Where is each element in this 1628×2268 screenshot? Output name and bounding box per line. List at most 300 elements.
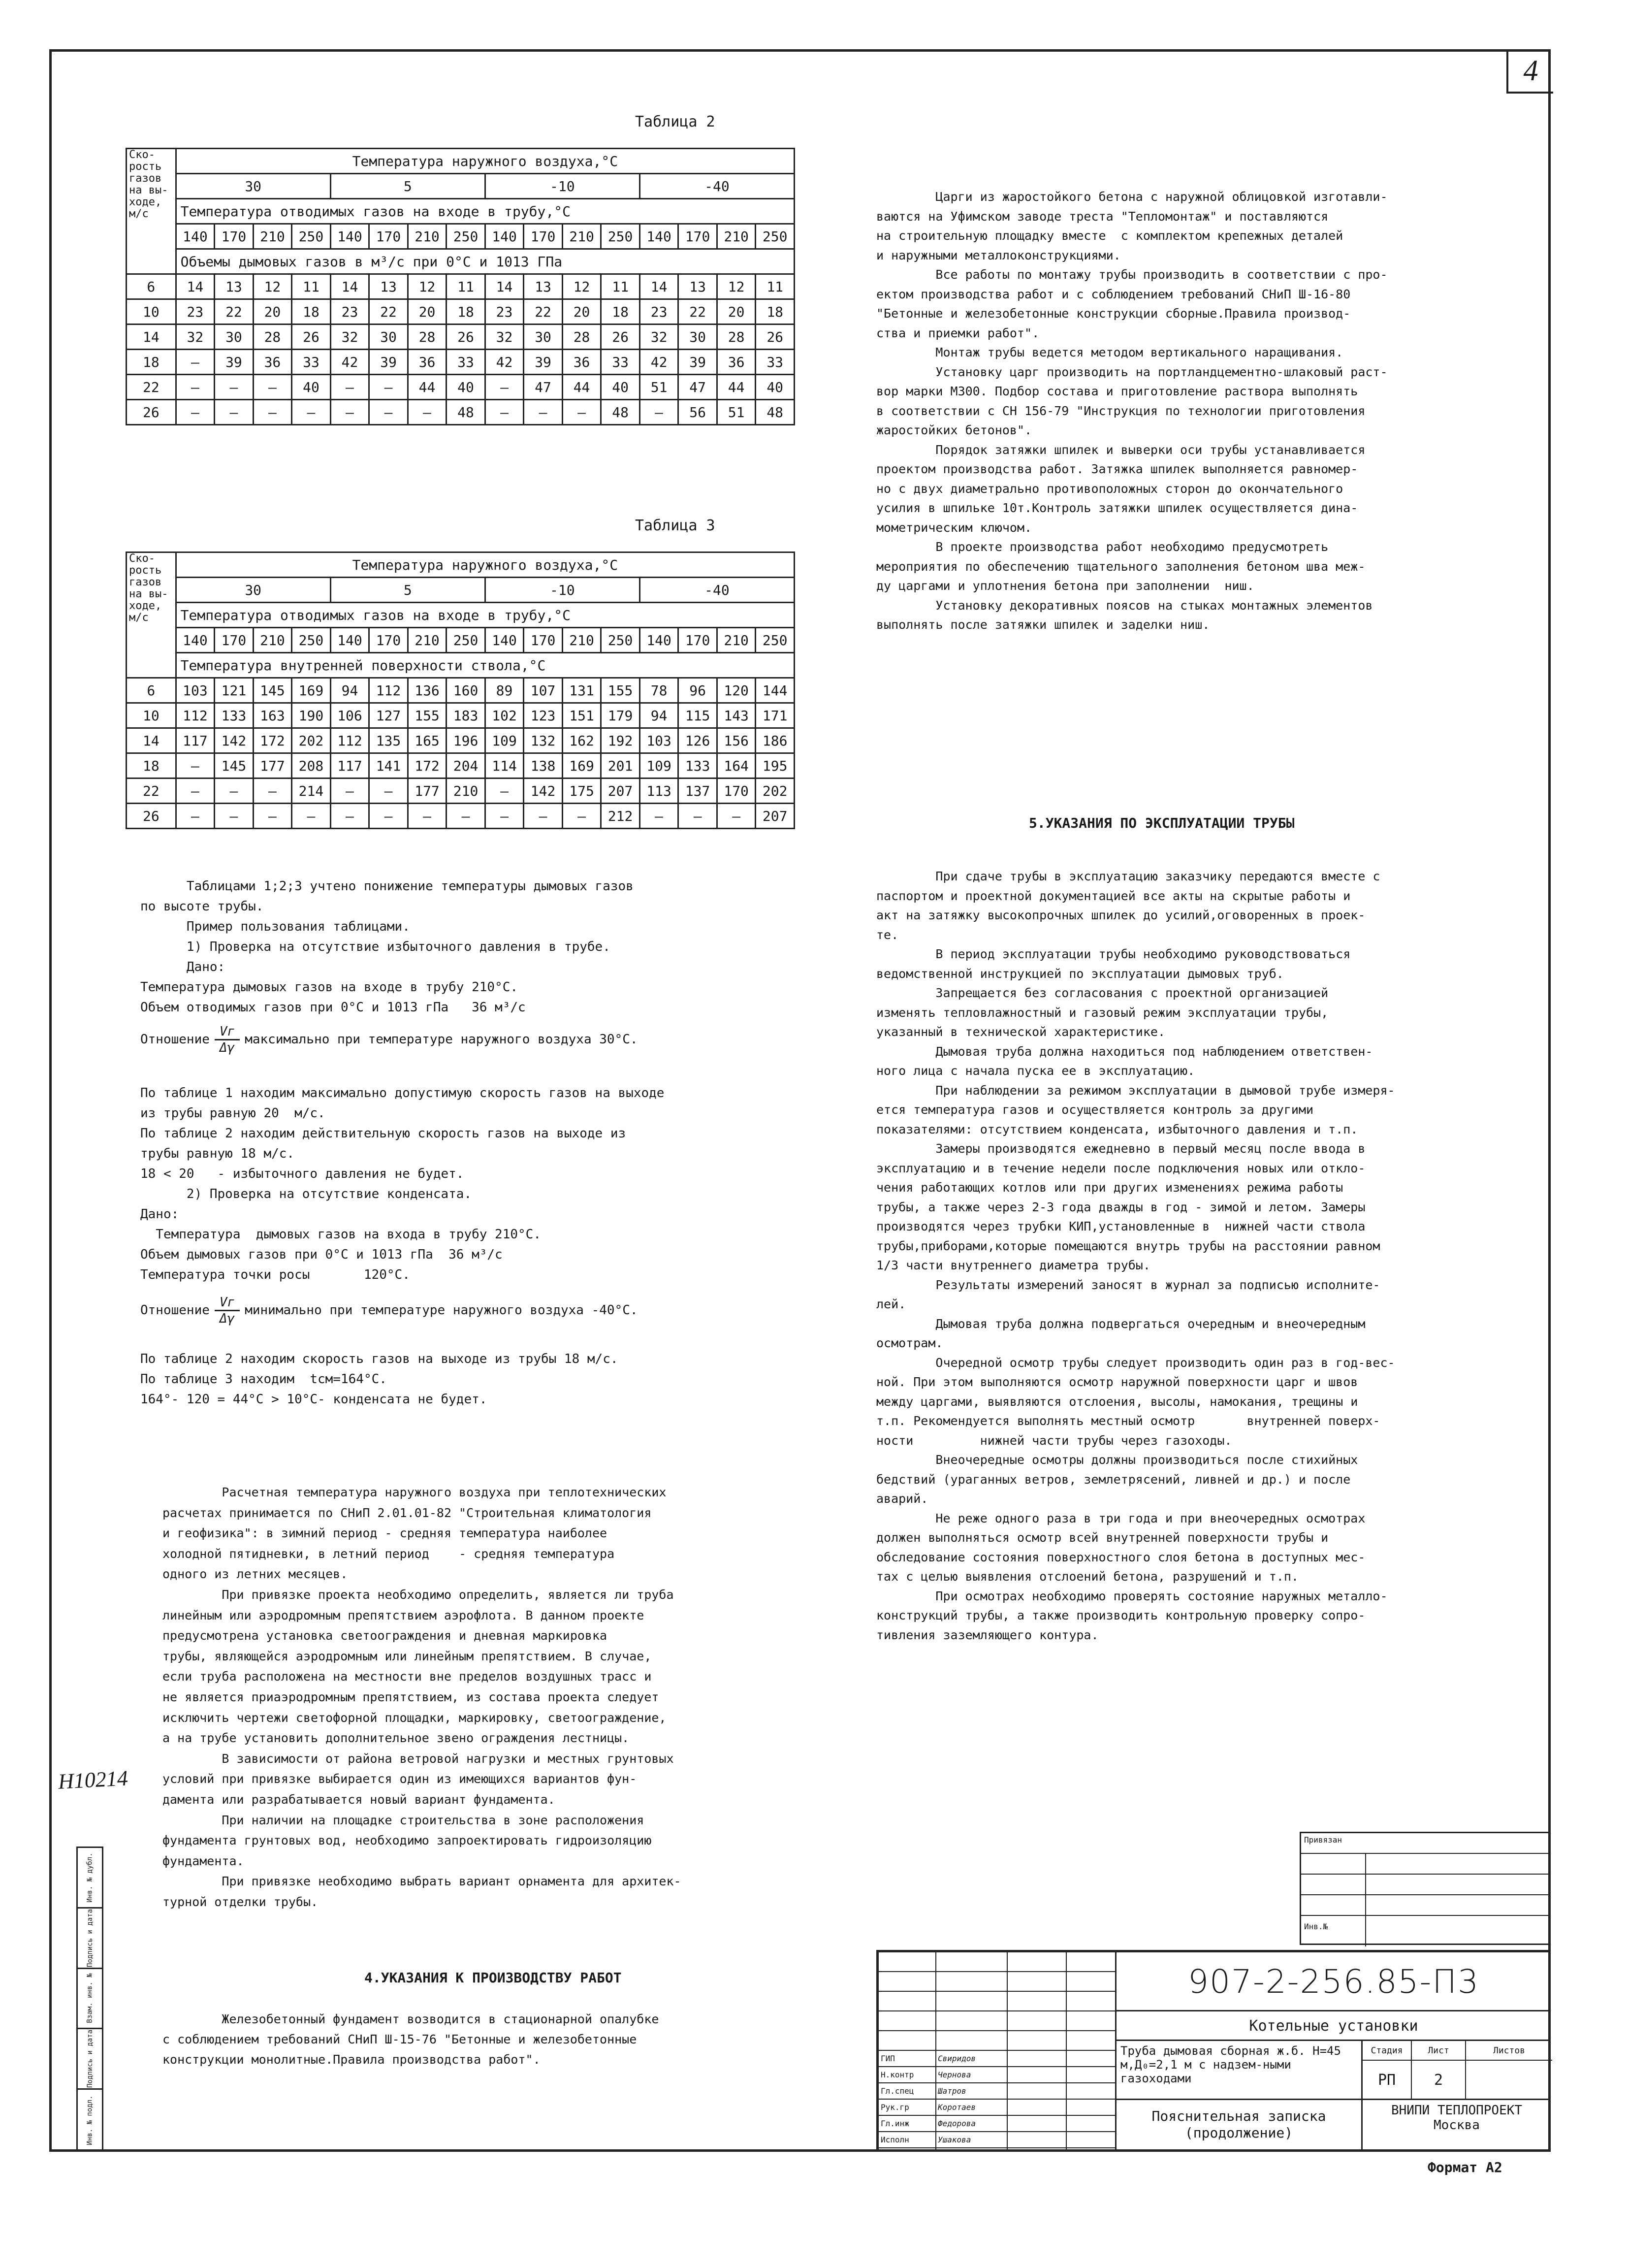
table-cell: 30 [678,324,717,350]
text-line: По таблице 3 находим tсм=164°С. [140,1372,387,1387]
table-cell: — [447,804,485,829]
table-cell: 56 [678,400,717,425]
speed-cell: 6 [127,678,176,703]
gas-temp: 140 [330,628,369,653]
table-cell: 32 [176,324,215,350]
table-header-row [127,653,795,678]
stamp-row: Инв.№ [1304,1922,1328,1931]
text-line: Запрещается без согласования с проектной организацией [876,986,1329,1000]
table-cell: 183 [447,703,485,728]
table-cell: 142 [524,778,563,804]
signature-row [879,2100,1115,2116]
title-block [876,1950,1551,2152]
values-header: Объемы дымовых газов в м³/с при 0°С и 1013 ГПа [176,249,794,274]
outdoor-temp: 5 [330,174,485,199]
text-line: Таблицами 1;2;3 учтено понижение температуры дымовых газов [140,879,634,894]
ratio-fraction: $\frac{Vг}{\Delta\gamma}$ [215,1024,240,1055]
text-line: по высоте трубы. [140,899,264,914]
table-cell: 164 [717,753,756,778]
table-cell: 156 [717,728,756,753]
table-cell: 30 [369,324,408,350]
table-cell: — [215,804,254,829]
text-line: "Бетонные и железобетонные конструкции сборные.Правила производ- [876,306,1351,321]
side-cell: Подпись и дата [78,2029,102,2090]
table-cell: 33 [447,350,485,375]
text-line: и геофизика": в зимний период - средняя температура наиболее [162,1526,607,1541]
text-line: 164°- 120 = 44°С > 10°С- конденсата не будет. [140,1392,487,1407]
text-line: По таблице 1 находим максимально допустимую скорость газов на выходе [140,1086,665,1101]
table-cell: 32 [639,324,678,350]
text-line: обследование состояния поверхностного слоя бетона в доступных мес- [876,1550,1366,1564]
table-cell: 175 [562,778,601,804]
text-line: изменять тепловлажностный и газовый режим эксплуатации трубы, [876,1005,1329,1020]
sheet-value: 2 [1412,2061,1466,2100]
speed-cell: 22 [127,375,176,400]
table-cell: 137 [678,778,717,804]
grid-col-line [935,1952,936,2149]
speed-cell: 10 [127,299,176,324]
table-cell: 195 [756,753,795,778]
table-cell: — [215,400,254,425]
table-cell: — [485,375,524,400]
table-cell: — [485,804,524,829]
section4-title: 4.УКАЗАНИЯ К ПРОИЗВОДСТВУ РАБОТ [364,1970,622,1986]
table-cell: 11 [601,274,640,299]
text-line: мометрическим ключом. [876,520,1032,535]
table-cell: 13 [215,274,254,299]
gas-temp: 170 [678,628,717,653]
table-cell: 28 [253,324,292,350]
text-line: Результаты измерений заносят в журнал за подписью исполните- [876,1277,1380,1292]
text-line: По таблице 2 находим скорость газов на выходе из трубы 18 м/с. [140,1352,618,1366]
text-line: вор марки М300. Подбор состава и приготовление раствора выполнять [876,384,1358,398]
text-line: Дано: [140,1207,179,1222]
text-line: проектом производства работ. Затяжка шпилек выполняется равномер- [876,462,1358,476]
speed-cell: 10 [127,703,176,728]
text-line: Дано: [140,960,225,974]
table-cell: — [369,375,408,400]
table-cell: — [176,753,215,778]
text-line: т.п. Рекомендуется выполнять местный осмотр внутренней поверх- [876,1414,1380,1428]
text-line: акт на затяжку высокопрочных шпилек до усилий,оговоренных в проек- [876,908,1366,922]
text-line: Монтаж трубы ведется методом вертикального наращивания. [876,345,1343,359]
table-cell: 127 [369,703,408,728]
text-line: между царгами, выявляются отслоения, высолы, намокания, трещины и [876,1394,1358,1409]
table-cell: — [253,804,292,829]
role-label: Гл.спец [881,2086,914,2096]
table-cell: 40 [756,375,795,400]
text-line: аварий. [876,1491,928,1506]
table-cell: 51 [717,400,756,425]
document-code: 907-2-256.85-П3 [1115,1952,1551,2011]
text-line: и наружными металлоконструкциями. [876,248,1121,262]
side-cell: Инв. № дубл. [78,1848,102,1909]
table-cell: — [176,778,215,804]
object-name: Труба дымовая сборная ж.б. Н=45 м,Д₀=2,1 м с надзем-ными газоходами [1115,2041,1361,2100]
table-cell: 42 [485,350,524,375]
text-line: В проекте производства работ необходимо предусмотреть [876,540,1329,554]
binding-stamp [1300,1832,1551,1945]
table-cell: 33 [292,350,331,375]
table-cell: 47 [678,375,717,400]
table-row [127,350,795,375]
text-line: Установку царг производить на портландцементно-шлаковый раст- [876,364,1388,379]
table-cell: 172 [408,753,447,778]
text-line: Не реже одного раза в три года и при внеочередных осмотрах [876,1511,1366,1525]
text-line: 2) Проверка на отсутствие конденсата. [140,1187,472,1201]
text-line: ной. При этом выполняются осмотр наружной поверхности царг и швов [876,1375,1358,1389]
gas-temp-header: Температура отводимых газов на входе в трубу,°С [176,603,794,628]
text-line: При наблюдении за режимом эксплуатации в дымовой трубе измеря- [876,1083,1395,1098]
table-cell: — [408,804,447,829]
table-cell: 40 [292,375,331,400]
table-row [127,299,795,324]
table-cell: — [176,350,215,375]
text-line: указанный в технической характеристике. [876,1025,1165,1039]
table-cell: — [292,400,331,425]
person-name: Шатров [938,2086,966,2096]
sheet-format: Формат А2 [1428,2159,1502,2175]
table3-title: Таблица 3 [635,517,715,534]
table-cell: 214 [292,778,331,804]
ratio-line-2: Отношение $\frac{Vг}{\Delta\gamma}$ минимально при температуре наружного воздуха -40°С. [140,1295,638,1326]
signature-row [879,2083,1115,2100]
table-row [127,400,795,425]
table-cell: 103 [639,728,678,753]
table-row [127,324,795,350]
gas-temp: 210 [562,224,601,249]
text-line: трубы, являющейся аэродромным или линейным препятствием. В случае, [162,1649,652,1663]
text-line: с соблюдением требований СНиП Ш-15-76 "Бетонные и железобетонные [162,2032,637,2046]
text-line: линейным или аэродромным препятствием аэрофлота. В данном проекте [162,1608,644,1622]
table-cell: — [253,778,292,804]
outdoor-temp: 30 [176,174,330,199]
speed-cell: 26 [127,804,176,829]
table-cell: 202 [292,728,331,753]
text-line: показателями: отсутствием конденсата, избыточного давления и т.п. [876,1122,1358,1136]
text-line: конструкций трубы, а также производить контрольную проверку сопро- [876,1608,1366,1622]
text-line: ности нижней части трубы через газоходы. [876,1433,1232,1448]
table-cell: 22 [215,299,254,324]
text-line: По таблице 2 находим действительную скорость газов на выходе из [140,1126,626,1141]
table-cell: — [369,804,408,829]
table-cell: 26 [601,324,640,350]
table-cell: 210 [447,778,485,804]
gas-temp: 210 [562,628,601,653]
gas-temp: 140 [485,224,524,249]
table-cell: 177 [253,753,292,778]
text-line: должен выполняться осмотр всей внутренней поверхности трубы и [876,1530,1329,1545]
table-cell: 44 [408,375,447,400]
table-cell: 96 [678,678,717,703]
table-cell: — [253,375,292,400]
gas-temp: 140 [176,628,215,653]
gas-temp-header: Температура отводимых газов на входе в трубу,°С [176,199,794,224]
text-line: жаростойких бетонов". [876,423,1032,437]
outdoor-temp: 30 [176,578,330,603]
table-cell: 30 [215,324,254,350]
text-line: Замеры производятся ежедневно в первый месяц после ввода в [876,1141,1366,1156]
role-label: Гл.инж [881,2119,909,2128]
table-cell: 107 [524,678,563,703]
example-block-1 [140,876,634,1018]
text-line: предусмотрена установка светоограждения и дневная маркировка [162,1628,607,1643]
table-cell: 23 [176,299,215,324]
table-cell: 42 [330,350,369,375]
table-cell: 155 [601,678,640,703]
table-row [127,678,795,703]
table-cell: 33 [756,350,795,375]
speed-cell: 18 [127,350,176,375]
table-cell: 143 [717,703,756,728]
text-line: фундамента. [162,1853,244,1868]
table-cell: 133 [215,703,254,728]
table-cell: 13 [369,274,408,299]
outdoor-temp: 5 [330,578,485,603]
text-line: ного лица с начала пуска ее в эксплуатацию. [876,1064,1195,1078]
table-cell: 22 [524,299,563,324]
gas-temp: 170 [215,224,254,249]
ratio-fraction: $\frac{Vг}{\Delta\gamma}$ [215,1295,240,1326]
side-stamp [76,1847,103,2152]
text-line: трубы, а также через 2-3 года дважды в год - зимой и летом. Замеры [876,1199,1366,1214]
text-line: Пример пользования таблицами. [140,919,410,934]
person-name: Чернова [938,2070,971,2079]
table-cell: 196 [447,728,485,753]
signature-grid [879,1952,1115,2149]
table-cell: 142 [215,728,254,753]
table-cell: 192 [601,728,640,753]
side-cell: Взам. инв. № [78,1969,102,2030]
section4-text [162,2009,659,2070]
text-line: Порядок затяжки шпилек и выверки оси трубы устанавливается [876,442,1366,457]
table-cell: 126 [678,728,717,753]
table-cell: 48 [601,400,640,425]
gas-temp: 250 [601,224,640,249]
table-cell: 39 [524,350,563,375]
text-line: В зависимости от района ветровой нагрузки и местных грунтовых [162,1751,674,1766]
text-line: расчетах принимается по СНиП 2.01.01-82 "Строительная климатология [162,1505,652,1520]
text-line: выполнять после затяжки шпилек и заделки ниш. [876,617,1210,632]
table-cell: 112 [330,728,369,753]
text-line: дамента или разрабатывается новый вариант фундамента. [162,1792,555,1807]
gas-temp: 250 [447,224,485,249]
table-row [127,375,795,400]
example-block-2 [140,1083,664,1285]
page-number: 4 [1506,49,1553,94]
table-cell: 141 [369,753,408,778]
speed-cell: 18 [127,753,176,778]
section-name: Котельные установки [1115,2011,1551,2041]
text-line: Дымовая труба должна находиться под наблюдением ответствен- [876,1044,1373,1059]
stamp-row: Привязан [1301,1833,1549,1854]
table-cell: — [485,778,524,804]
table-cell: 13 [678,274,717,299]
table-header-row [127,628,795,653]
text-line: ется температура газов и осуществляется контроль за другими [876,1102,1314,1117]
table-cell: 36 [408,350,447,375]
table-cell: 78 [639,678,678,703]
table-cell: — [485,400,524,425]
outdoor-temp-header: Температура наружного воздуха,°С [176,552,794,578]
table-cell: 20 [253,299,292,324]
table-cell: 201 [601,753,640,778]
table-cell: 36 [253,350,292,375]
grid-col-line [1007,1952,1008,2149]
table-cell: 42 [639,350,678,375]
text-line: В период эксплуатации трубы необходимо руководствоваться [876,947,1351,961]
table-cell: 14 [176,274,215,299]
text-line: Железобетонный фундамент возводится в стационарной опалубке [162,2012,659,2026]
table-2 [126,148,795,425]
gas-temp: 210 [408,628,447,653]
table-cell: 22 [369,299,408,324]
text-line: Все работы по монтажу трубы производить в соответствии с про- [876,267,1388,282]
table-cell: 207 [601,778,640,804]
table-cell: 133 [678,753,717,778]
text-line: фундамента грунтовых вод, необходимо запроектировать гидроизоляцию [162,1833,652,1848]
table-cell: 186 [756,728,795,753]
table-cell: 36 [562,350,601,375]
text-line: а на трубе установить дополнительное звено ограждения лестницы. [162,1731,630,1746]
gas-temp: 140 [330,224,369,249]
table-cell: 132 [524,728,563,753]
role-label: Исполн [881,2135,909,2144]
text-line: Установку декоративных поясов на стыках монтажных элементов [876,598,1373,613]
speed-cell: 22 [127,778,176,804]
table-cell: 11 [292,274,331,299]
table-header-row [127,149,795,174]
table-cell: 40 [447,375,485,400]
text-line: осмотрам. [876,1336,943,1350]
table-header-row [127,199,795,224]
table-cell: 204 [447,753,485,778]
table-cell: 145 [253,678,292,703]
gas-temp: 250 [447,628,485,653]
speed-cell: 26 [127,400,176,425]
table-cell: 12 [717,274,756,299]
table-cell: 40 [601,375,640,400]
table-cell: 94 [330,678,369,703]
role-label: Н.контр [881,2070,914,2079]
side-cell: Подпись и дата [78,1909,102,1969]
text-line: Температура дымовых газов на входа в трубу 210°С. [140,1227,541,1242]
text-line: ства и приемки работ". [876,325,1040,340]
table-cell: 18 [292,299,331,324]
text-line: 1/3 части внутреннего диаметра трубы. [876,1258,1150,1272]
table-cell: 121 [215,678,254,703]
text-line: При наличии на площадке строительства в зоне расположения [162,1813,644,1827]
table-cell: 94 [639,703,678,728]
row-header: Ско-рость газов на вы-ходе, м/с [127,149,176,274]
text-line: ектом производства работ и с соблюдением требований СНиП Ш-16-80 [876,287,1351,301]
table-header-row [127,174,795,199]
table-cell: 208 [292,753,331,778]
section5-title: 5.УКАЗАНИЯ ПО ЭКСПЛУАТАЦИИ ТРУБЫ [1029,815,1295,831]
table-cell: 51 [639,375,678,400]
text-line: усилия в шпильке 10т.Контроль затяжки шпилек осуществляется дина- [876,501,1358,515]
text-line: не является приаэродромным препятствием, из состава проекта следует [162,1689,659,1704]
table-cell: — [176,375,215,400]
table-row [127,728,795,753]
table-cell: — [330,778,369,804]
stamp-row [1301,1895,1549,1916]
table-cell: 36 [717,350,756,375]
table-cell: 28 [717,324,756,350]
table-cell: — [253,400,292,425]
table-cell: 26 [292,324,331,350]
table-cell: 171 [756,703,795,728]
role-label: ГИП [881,2054,895,2063]
table-cell: 103 [176,678,215,703]
table-cell: 23 [639,299,678,324]
table-cell: 170 [717,778,756,804]
table-cell: 39 [215,350,254,375]
table-cell: — [639,400,678,425]
table-cell: 155 [408,703,447,728]
text-line: ведомственной инструкцией по эксплуатации дымовых труб. [876,966,1284,981]
gas-temp: 210 [253,224,292,249]
text-line: Дымовая труба должна подвергаться очередным и внеочередным [876,1316,1366,1331]
gas-temp: 210 [717,628,756,653]
table-cell: 112 [176,703,215,728]
signature-row [879,2132,1115,2148]
person-name: Свиридов [938,2054,976,2063]
gas-temp: 140 [176,224,215,249]
text-line: из трубы равную 20 м/с. [140,1106,325,1121]
table-cell: 23 [485,299,524,324]
table-cell: — [176,804,215,829]
text-line: трубы,приборами,которые помещаются внутрь трубы на расстоянии равном [876,1238,1380,1253]
text-line: холодной пятидневки, в летний период - средняя температура [162,1546,615,1561]
table-cell: 169 [562,753,601,778]
stage-value: РП [1363,2061,1412,2100]
table-cell: 20 [408,299,447,324]
inventory-number: Н10214 [57,1766,128,1794]
table-cell: — [176,400,215,425]
table-cell: 12 [408,274,447,299]
text-line: ду царгами и уплотнения бетона при заполнении ниш. [876,579,1254,593]
grid-row-line [879,2010,1115,2011]
text-line: в соответствии с СН 156-79 "Инструкция по технологии приготовления [876,403,1366,418]
table-cell: 177 [408,778,447,804]
gas-temp: 140 [639,628,678,653]
gas-temp: 170 [369,224,408,249]
gas-temp: 140 [485,628,524,653]
speed-cell: 14 [127,728,176,753]
text-line: При сдаче трубы в эксплуатацию заказчику передаются вместе с [876,869,1380,883]
gas-temp: 250 [292,628,331,653]
table-cell: 212 [601,804,640,829]
side-cell: Инв. № подл. [86,2095,94,2145]
table-cell: 12 [562,274,601,299]
table-cell: 123 [524,703,563,728]
table-cell: 11 [447,274,485,299]
text-line: тах с целью выявления отслоений бетона, разрушений и т.п. [876,1569,1299,1584]
table-cell: 28 [408,324,447,350]
table-cell: — [369,400,408,425]
text-line: Царги из жаростойкого бетона с наружной облицовкой изготавли- [876,190,1388,204]
table-cell: 131 [562,678,601,703]
outdoor-temp-header: Температура наружного воздуха,°С [176,149,794,174]
table-cell: 18 [601,299,640,324]
table-cell: 39 [678,350,717,375]
table-cell: 172 [253,728,292,753]
outdoor-temp: -10 [485,174,639,199]
table-cell: — [524,804,563,829]
text-line: Температура точки росы 120°С. [140,1267,410,1282]
table-cell: 113 [639,778,678,804]
